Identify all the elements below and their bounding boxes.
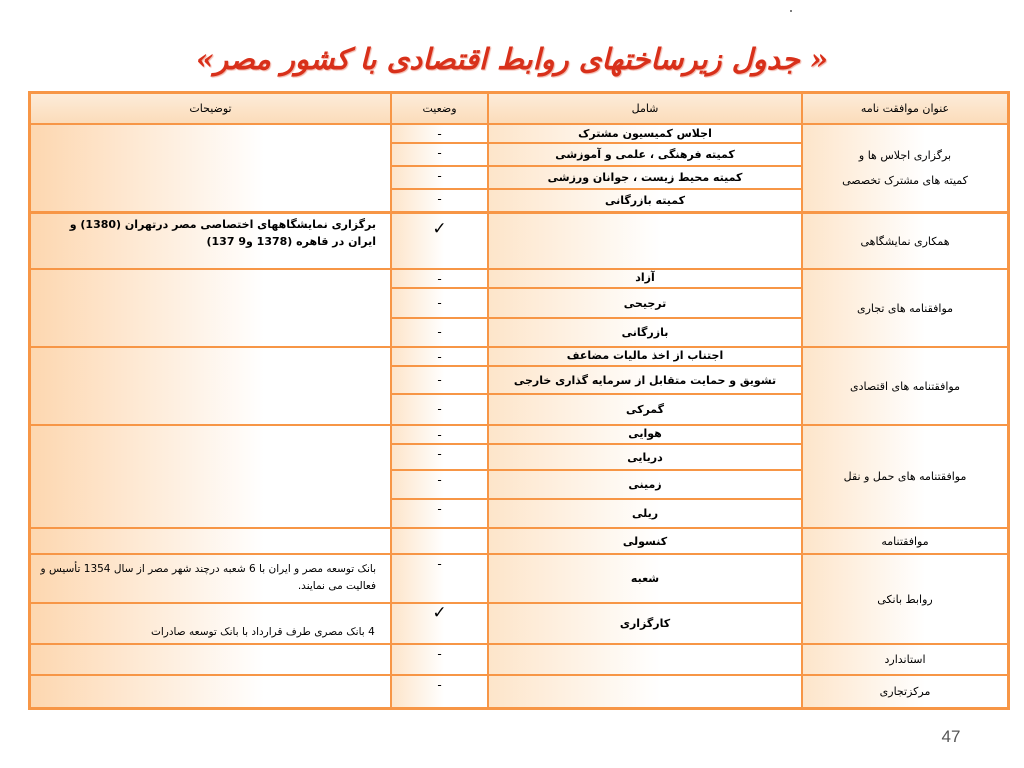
trade-name: موافقنامه های تجاری [803,270,1007,346]
check-icon: ✓ [392,604,487,643]
banking-branch-description [31,555,390,602]
agreements-table [28,91,1010,710]
header-includes: شامل [489,94,801,123]
status-cell: - [392,289,487,317]
economic-item: اجتناب از اخذ مالیات مضاعف [489,348,801,365]
transport-item: زمینی [489,471,801,498]
commissions-item: کمیته بازرگانی [489,190,801,211]
page-number: 47 [941,727,961,746]
exhibition-name: همکاری نمایشگاهی [803,214,1007,268]
consular-item: کنسولی [489,529,801,553]
status-cell: - [392,190,487,211]
status-cell: - [392,426,487,443]
description-cell [31,529,390,553]
banking-name: روابط بانکی [803,555,1007,643]
commissions-name-line1: برگزاری اجلاس ها و [858,149,952,162]
status-cell: - [392,367,487,393]
status-cell: - [392,144,487,165]
exhibition-desc-line2: ایران در قاهره (1378 و9 137) [206,235,376,248]
description-cell [31,125,390,211]
consular-name: موافقتنامه [803,529,1007,553]
description-cell [31,270,390,346]
status-cell: - [392,500,487,527]
header-description: توضیحات [31,94,390,123]
economic-name: موافقتنامه های اقتصادی [803,348,1007,424]
description-cell [31,348,390,424]
exhibition-desc-line1: برگزاری نمایشگاههای اختصاصی مصر درتهران (1380) و [69,218,376,231]
status-cell: - [392,125,487,142]
status-cell: - [392,676,487,707]
header-name: عنوان موافقت نامه [803,94,1007,123]
commissions-item: اجلاس کمیسیون مشترک [489,125,801,142]
standard-name: استاندارد [803,645,1007,674]
banking-branch-desc-line1: بانک توسعه مصر و ایران با 6 شعبه درچند شهر مصر از سال 1354 تأسیس و [40,563,376,575]
exhibition-description [31,214,390,268]
economic-item: تشویق و حمایت متقابل از سرمایه گذاری خارجی [489,367,801,393]
standard-includes [489,645,801,674]
status-cell: - [392,395,487,424]
check-icon: ✓ [392,214,487,268]
status-cell: - [392,270,487,287]
status-cell: - [392,645,487,674]
commissions-item: کمیته محیط زیست ، جوانان ورزشی [489,167,801,188]
banking-agency-description: 4 بانک مصری طرف قرارداد با بانک توسعه صادرات [31,604,390,643]
trade-item: ترجیحی [489,289,801,317]
transport-name: موافقتنامه های حمل و نقل [803,426,1007,527]
status-cell: - [392,471,487,498]
description-cell [31,426,390,527]
description-cell [31,676,390,707]
transport-item: دریایی [489,445,801,469]
exhibition-includes [489,214,801,268]
stray-dot [790,10,792,12]
commissions-name-line2: کمیته های مشترک تخصصی [842,174,968,187]
status-cell: - [392,319,487,346]
trade-center-name: مرکزتجاری [803,676,1007,707]
transport-item: ریلی [489,500,801,527]
banking-branch: شعبه [489,555,801,602]
header-status: وضعیت [392,94,487,123]
commissions-item: کمیته فرهنگی ، علمی و آموزشی [489,144,801,165]
status-cell: - [392,445,487,469]
trade-item: بازرگانی [489,319,801,346]
trade-item: آزاد [489,270,801,287]
status-cell [392,529,487,553]
trade-center-includes [489,676,801,707]
commissions-name [803,125,1007,211]
description-cell [31,645,390,674]
economic-item: گمرکی [489,395,801,424]
transport-item: هوایی [489,426,801,443]
banking-agency: کارگزاری [489,604,801,643]
status-cell: - [392,348,487,365]
status-cell: - [392,555,487,602]
banking-branch-desc-line2: فعالیت می نمایند. [297,580,376,592]
page-title: « جدول زیرساختهای روابط اقتصادی با کشور مصر» [195,42,829,76]
status-cell: - [392,167,487,188]
